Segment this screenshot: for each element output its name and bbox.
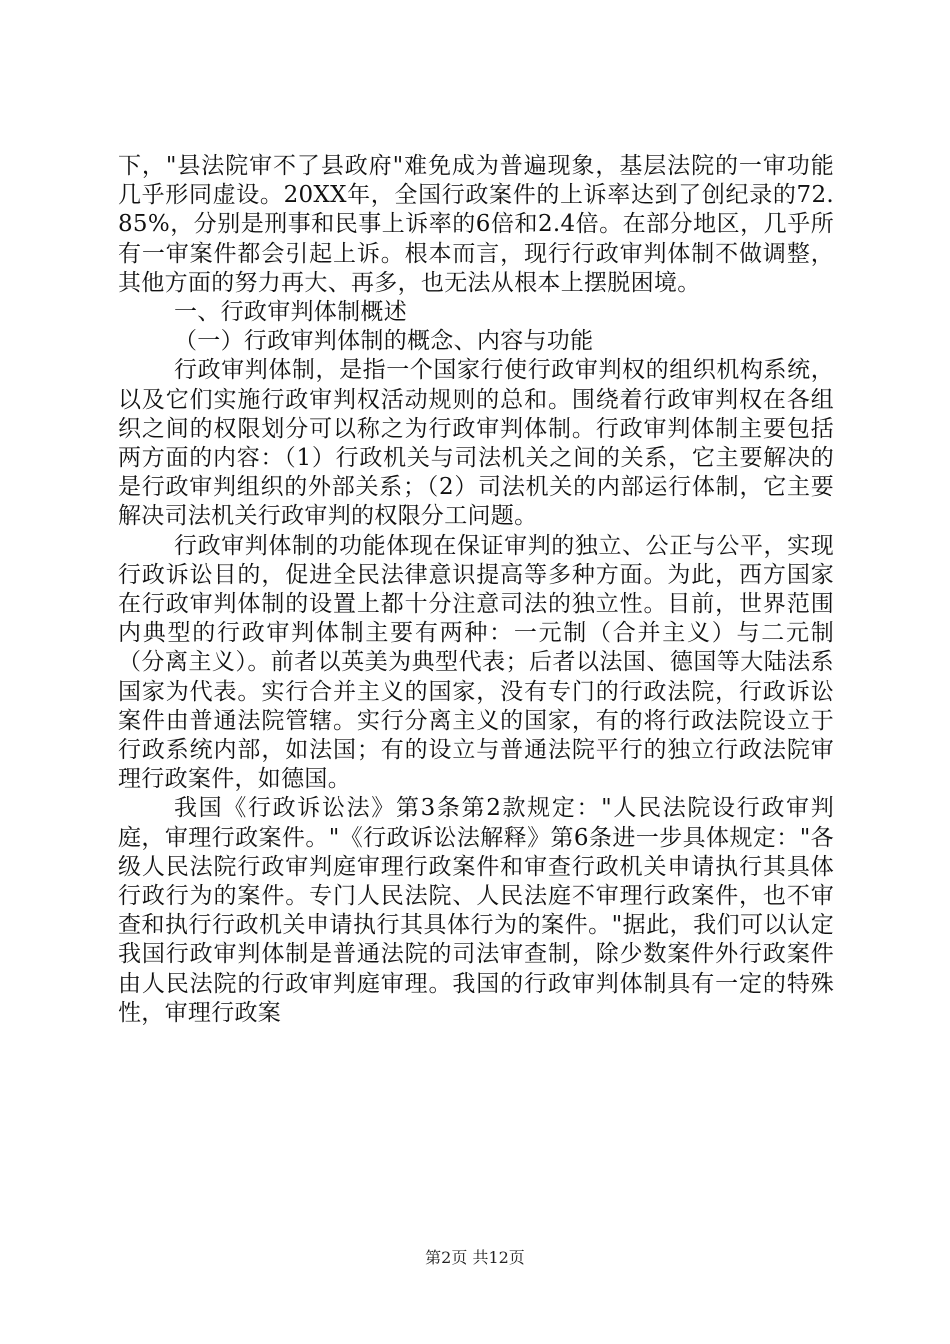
page-footer: 第2页 共12页 — [425, 1248, 525, 1267]
paragraph-continuation: 下，"县法院审不了县政府"难免成为普遍现象，基层法院的一审功能几乎形同虚设。20XX年，全国行政案件的上诉率达到了创纪录的72.85%，分别是刑事和民事上诉率的6倍和2.4倍。在部分地区，几乎所有一审案件都会引起上诉。根本而言，现行行政审判体制不做调整，其他方面的努力再大、再多，也无法从根本上摆脱困境。 — [118, 153, 834, 296]
subsection-heading: （一）行政审判体制的概念、内容与功能 — [174, 328, 594, 355]
document-body — [118, 152, 834, 1028]
paragraph-china-law: 我国《行政诉讼法》第3条第2款规定："人民法院设行政审判庭，审理行政案件。"《行政诉讼法解释》第6条进一步具体规定："各级人民法院行政审判庭审理行政案件和审查行政机关申请执行其具体行政行为的案件。专门人民法院、人民法庭不审理行政案件，也不审查和执行行政机关申请执行其具体行为的案件。"据此，我们可以认定我国行政审判体制是普通法院的司法审查制，除少数案件外行政案件由人民法院的行政审判庭审理。我国的行政审判体制具有一定的特殊性，审理行政案 — [118, 795, 834, 1026]
paragraph-function: 行政审判体制的功能体现在保证审判的独立、公正与公平，实现行政诉讼目的，促进全民法律意识提高等多种方面。为此，西方国家在行政审判体制的设置上都十分注意司法的独立性。目前，世界范围内典型的行政审判体制主要有两种：一元制（合并主义）与二元制（分离主义）。前者以英美为典型代表；后者以法国、德国等大陆法系国家为代表。实行合并主义的国家，没有专门的行政法院，行政诉讼案件由普通法院管辖。实行分离主义的国家，有的将行政法院设立于行政系统内部，如法国；有的设立与普通法院平行的独立行政法院审理行政案件，如德国。 — [118, 532, 834, 793]
paragraph-definition: 行政审判体制，是指一个国家行使行政审判权的组织机构系统，以及它们实施行政审判权活动规则的总和。围绕着行政审判权在各组织之间的权限划分可以称之为行政审判体制。行政审判体制主要包括两方面的内容：（1）行政机关与司法机关之间的关系，它主要解决的是行政审判组织的外部关系；（2）司法机关的内部运行体制，它主要解决司法机关行政审判的权限分工问题。 — [118, 357, 834, 530]
section-heading: 一、行政审判体制概述 — [174, 299, 407, 326]
